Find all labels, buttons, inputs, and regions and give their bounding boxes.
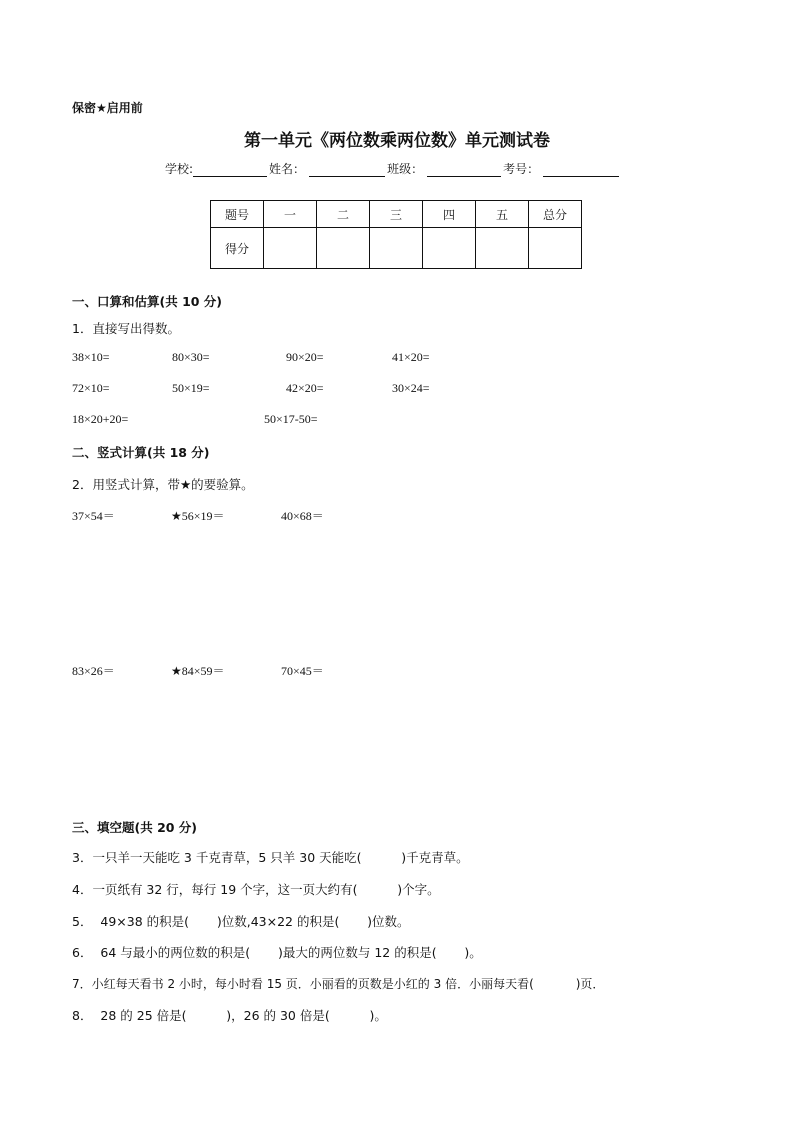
score-input-cell[interactable] [264,228,317,269]
score-table-cell: 题号 [211,201,264,228]
calc-item: 80×30= [172,350,210,364]
vertical-calc-item: ★56×19＝ [171,509,225,523]
school-label: 学校: [165,162,194,176]
score-input-cell[interactable] [370,228,423,269]
question-8: 8． 28 的 25 倍是( )，26 的 30 倍是( )。 [72,1008,387,1023]
section2-heading: 二、竖式计算(共 18 分) [72,445,210,460]
name-label: 姓名： [269,162,306,176]
score-input-cell[interactable] [529,228,582,269]
question-3: 3．一只羊一天能吃 3 千克青草，5 只羊 30 天能吃( )千克青草。 [72,850,469,865]
student-info-line [165,160,621,177]
calc-item: 41×20= [392,350,430,364]
calc-item: 30×24= [392,381,430,395]
score-input-cell[interactable] [317,228,370,269]
score-table-cell: 总分 [529,201,582,228]
calc-item: 72×10= [72,381,110,395]
exam-number-label: 考号： [503,162,540,176]
class-label: 班级： [387,162,424,176]
section3-heading: 三、填空题(共 20 分) [72,820,198,835]
score-table [210,200,582,269]
question-4: 4．一页纸有 32 行，每行 19 个字，这一页大约有( )个字。 [72,882,440,897]
score-row-label: 得分 [211,228,264,269]
calc-item: 38×10= [72,350,110,364]
name-blank[interactable] [309,162,385,177]
question-6: 6． 64 与最小的两位数的积是( )最大的两位数与 12 的积是( )。 [72,945,482,960]
calc-item: 90×20= [286,350,324,364]
calc-item: 42×20= [286,381,324,395]
score-table-header-row [211,201,582,228]
vertical-calc-item: 40×68＝ [281,509,324,523]
page-title: 第一单元《两位数乘两位数》单元测试卷 [244,131,550,151]
score-input-cell[interactable] [423,228,476,269]
exam-number-blank[interactable] [543,162,619,177]
score-table-cell: 二 [317,201,370,228]
calc-item: 18×20+20= [72,412,129,426]
confidential-label: 保密★启用前 [72,101,143,115]
score-table-cell: 四 [423,201,476,228]
score-table-cell: 五 [476,201,529,228]
vertical-calc-item: ★84×59＝ [171,664,225,678]
section1-heading: 一、口算和估算(共 10 分) [72,294,223,309]
score-table-cell: 一 [264,201,317,228]
question-2: 2．用竖式计算，带★的要验算。 [72,477,254,492]
vertical-calc-item: 70×45＝ [281,664,324,678]
score-table-score-row [211,228,582,269]
question-7: 7．小红每天看书 2 小时，每小时看 15 页．小丽看的页数是小红的 3 倍．小丽每天看( )页． [72,977,605,991]
calc-item: 50×19= [172,381,210,395]
class-blank[interactable] [427,162,501,177]
vertical-calc-item: 83×26＝ [72,664,115,678]
vertical-calc-item: 37×54＝ [72,509,115,523]
school-blank[interactable] [193,162,267,177]
calc-item: 50×17-50= [264,412,318,426]
score-table-cell: 三 [370,201,423,228]
question-5: 5． 49×38 的积是( )位数,43×22 的积是( )位数。 [72,914,410,929]
question-1: 1．直接写出得数。 [72,321,180,336]
score-input-cell[interactable] [476,228,529,269]
